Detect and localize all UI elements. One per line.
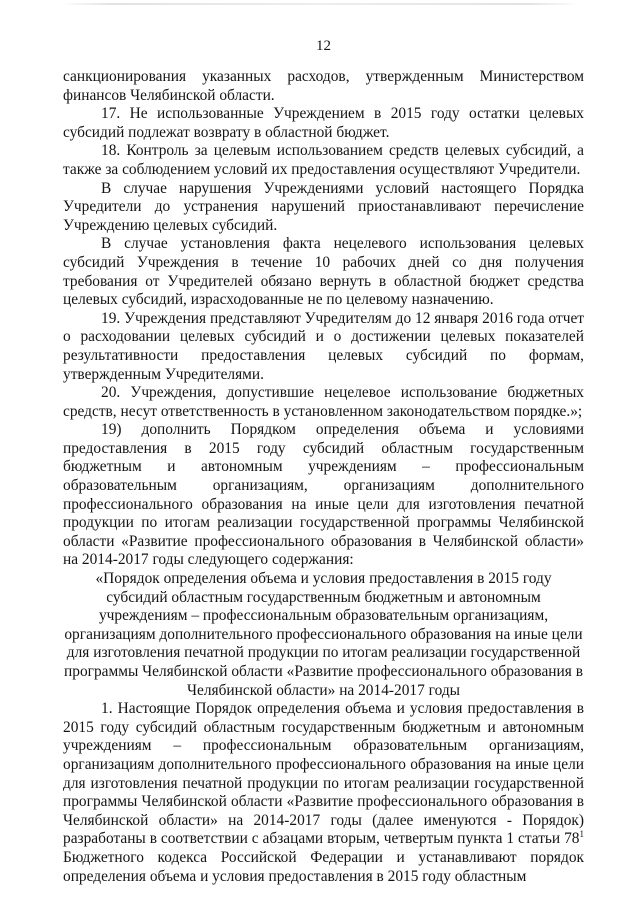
scan-artifact-line [60,3,580,5]
paragraph-violation: В случае нарушения Учреждениями условий настоящего Порядка Учредители до устранения нарушений приостанавливают перечисление Учреждению целевых субсидий. [63,179,584,234]
paragraph-procedure-1 [63,700,584,886]
paragraph-continuation: санкционирования указанных расходов, утвержденным Министерством финансов Челябинской области. [63,68,584,104]
page-number: 12 [316,38,331,54]
paragraph-item-17: 17. Не использованные Учреждением в 2015 году остатки целевых субсидий подлежат возврату в областной бюджет. [63,105,584,141]
section-heading: «Порядок определения объема и условия предоставления в 2015 году субсидий областным государственным бюджетным и автономным учреждениям – профессиональным образовательным организациям, организациям дополнительного профессионального образования на иные цели для изготовления печатной продукции по итогам реализации государственной программы Челябинской области «Развитие профессионального образования в Челябинской области» на 2014-2017 годы [64,570,583,699]
paragraph-item-18: 18. Контроль за целевым использованием средств целевых субсидий, а также за соблюдением условий их предоставления осуществляют Учредители. [63,142,584,178]
paragraph-item-20: 20. Учреждения, допустившие нецелевое использование бюджетных средств, несут ответственность в установленном законодательством порядке.»; [63,384,584,420]
paragraph-procedure-1-text: 1. Настоящие Порядок определения объема и условия предоставления в 2015 году субсидий областным государственным бюджетным и автономным учреждениям – профессиональным образовательным организациям, организациям дополнительного профессионального образования на иные цели для изготовления печатной продукции по итогам реализации государственной программы Челябинской области «Развитие профессионального образования в Челябинской области» на 2014-2017 годы (далее именуются - Порядок) разработаны в соответствии с абзацами вторым, четвертым пункта 1 статьи 78 [63,700,584,848]
paragraph-amendment-19: 19) дополнить Порядком определения объема и условиями предоставления в 2015 году субсидий областным государственным бюджетным и автономным учреждениям – профессиональным образовательным организациям, организациям дополнительного профессионального образования на иные цели для изготовления печатной продукции по итогам реализации государственной программы Челябинской области «Развитие профессионального образования в Челябинской области» на 2014-2017 годы следующего содержания: [63,421,584,569]
paragraph-procedure-1-tail: Бюджетного кодекса Российской Федерации и устанавливают порядок определения объема и условия предоставления в 2015 году областным [63,848,584,885]
paragraph-misuse: В случае установления факта нецелевого использования целевых субсидий Учреждения в течение 10 рабочих дней со дня получения требования от Учредителей обязано вернуть в областной бюджет средства целевых субсидий, израсходованные не по целевому назначению. [63,235,584,309]
article-superscript: 1 [579,829,584,840]
paragraph-item-19: 19. Учреждения представляют Учредителям до 12 января 2016 года отчет о расходовании целевых субсидий и о достижении целевых показателей результативности предоставления целевых субсидий по формам, утвержденным Учредителями. [63,309,584,383]
